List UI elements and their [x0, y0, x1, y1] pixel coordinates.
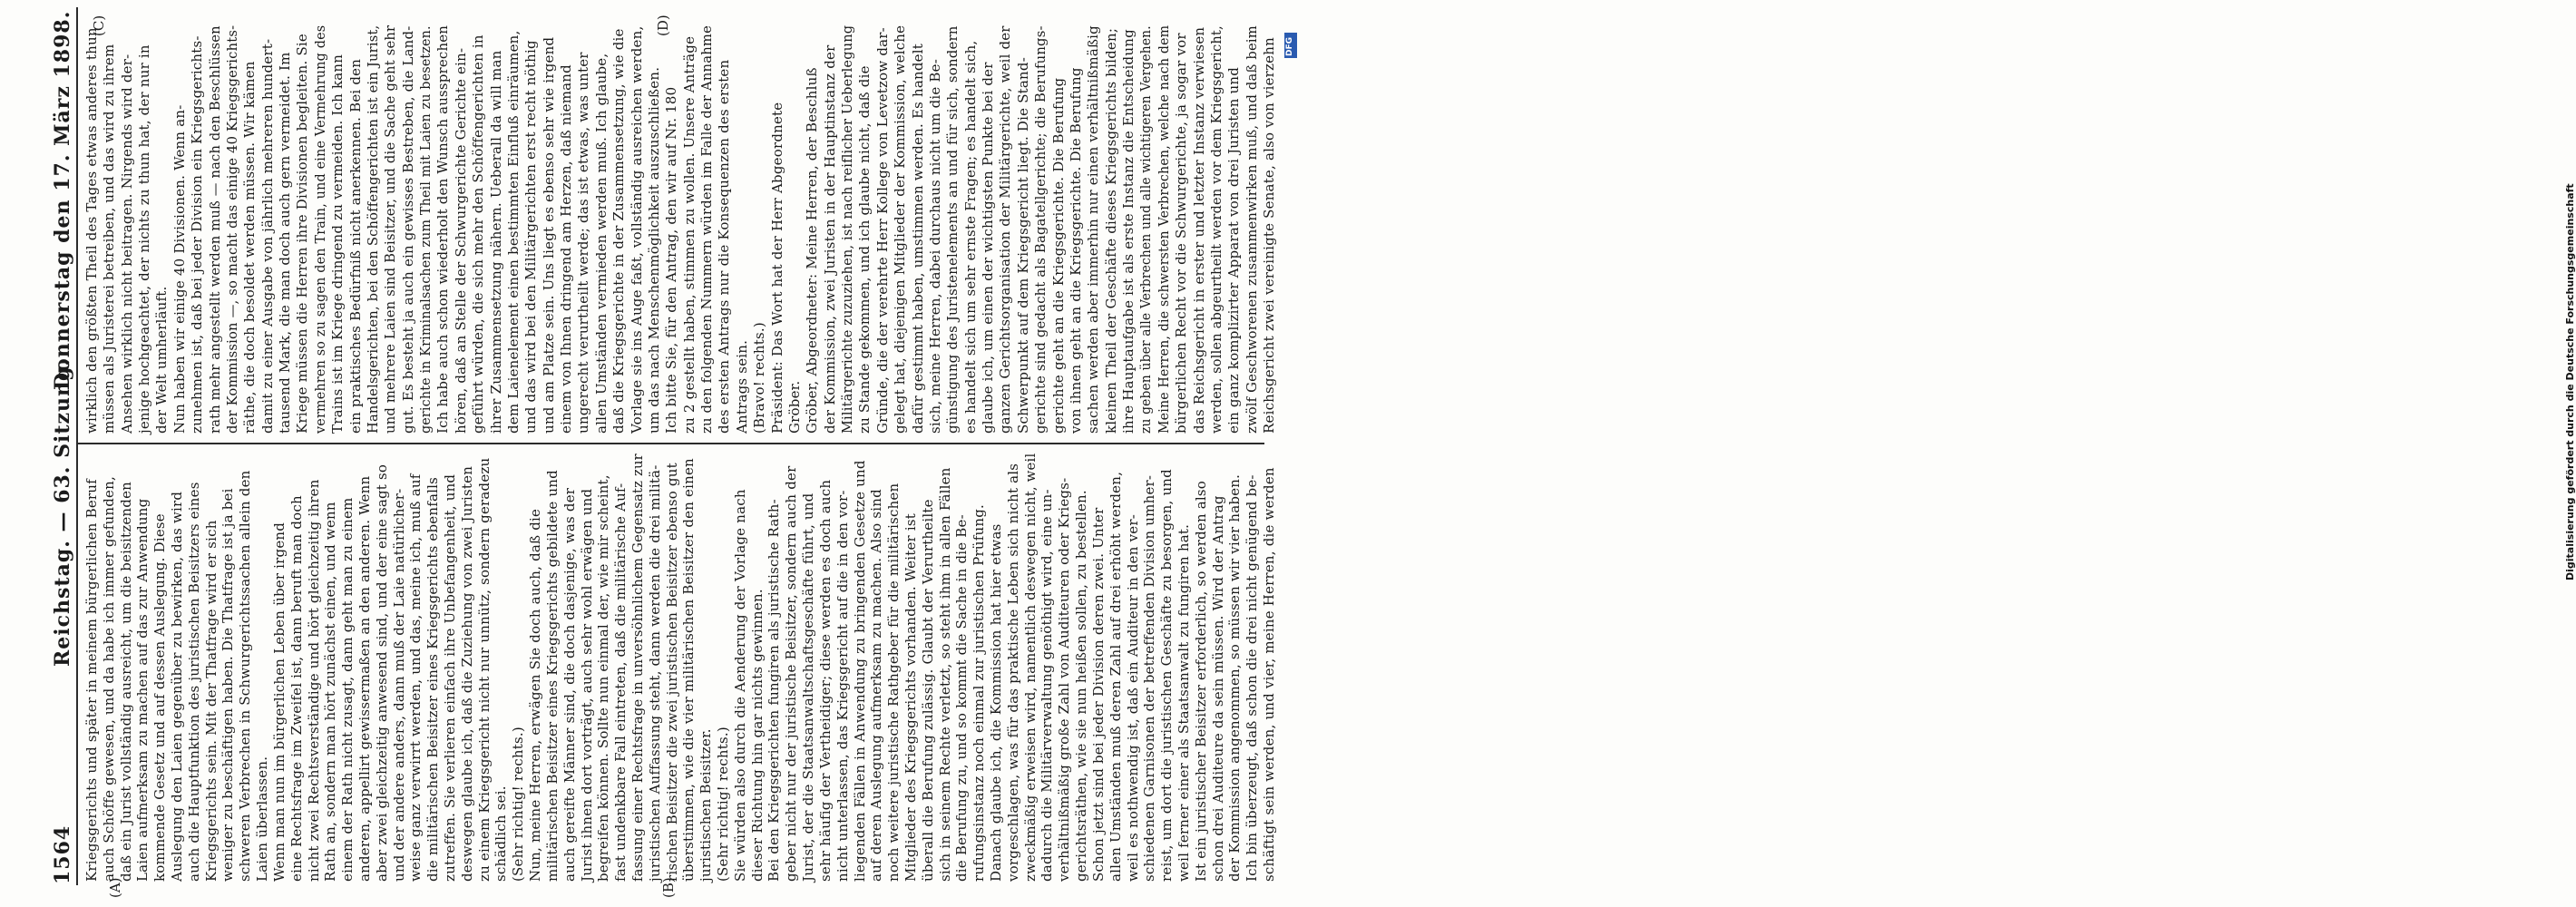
- marker-b: (B): [660, 877, 677, 898]
- text-line: Vorlage sie ins Auge faßt, vollständig ausreichen werden,: [628, 25, 645, 434]
- text-line: schädlich sei.: [493, 785, 510, 882]
- text-line: ein praktisches Bedürfniß nicht anerkennen. Bei den: [346, 58, 364, 434]
- text-line: kleinen Theil der Geschäfte dieses Kriegsgerichts bilden;: [1102, 27, 1119, 434]
- text-line: Ist ein juristischer Beisitzer erforderlich, so werden also: [1192, 480, 1209, 882]
- text-line: Jurist ihnen dort vorträgt, auch sehr wohl erwägen und: [578, 488, 595, 882]
- text-line: Kriegsgerichts und später in meinem bürgerlichen Beruf: [83, 479, 100, 882]
- text-line: einem von Ihnen dringend am Herzen, daß niemand: [558, 64, 575, 434]
- text-line: fast undenkbare Fall eintreten, daß die militärische Auf-: [612, 483, 629, 882]
- text-line: aber zwei gleichzeitig anwesend sind, und der eine sagt so: [373, 463, 390, 882]
- running-header-right: Donnerstag den 17. März 1898.: [51, 10, 74, 390]
- text-line: militärischen Beisitzer eines Kriegsgerichts gebildete und: [543, 470, 561, 882]
- text-line: gerichte geht an die Kriegsgerichte. Die Berufung: [1049, 77, 1067, 434]
- text-line: eine Rechtsfrage im Zweifel ist, dann beruft man doch: [288, 495, 305, 882]
- text-line: schäftigt sein werden, und vier, meine Herren, die werden: [1261, 467, 1277, 882]
- text-line: daß die Kriegsgerichte in der Zusammensetzung, wie die: [610, 28, 628, 434]
- text-line: Nun, meine Herren, erwägen Sie doch auch, daß die: [527, 508, 544, 882]
- text-line: dieser Richtung hin gar nichts gewinnen.: [748, 589, 766, 882]
- text-line: Gröber.: [785, 380, 803, 434]
- text-line: werden, sollen abgeurtheilt werden vor dem Kriegsgericht,: [1207, 25, 1225, 434]
- text-line: zweckmäßig erweisen wird, namentlich deswegen nicht, weil: [1021, 453, 1039, 882]
- text-line: gut. Es besteht ja auch ein gewisses Bestreben, die Land-: [399, 25, 416, 434]
- text-line: räthe, die doch besoldet werden müssen. Wir kämen: [241, 61, 259, 434]
- text-line: Kriegsgerichts sein. Mit der Thatfrage wird er sich: [202, 520, 220, 882]
- text-line: zu geben über alle Verbrechen und alle wichtigeren Vergehen.: [1137, 25, 1155, 434]
- text-line: dadurch die Militärverwaltung genöthigt wird, eine un-: [1039, 489, 1056, 882]
- text-line: zunehmen ist, daß bei jeder Division ein Kriegsgerichts-: [189, 35, 206, 434]
- text-line: Laien aufmerksam zu machen auf das zur Anwendung: [134, 498, 151, 882]
- text-line: ihrer Zusammensetzung nähern. Ueberall da will man: [487, 50, 504, 434]
- text-line: die Berufung zu, und so kommt die Sache in die Be-: [953, 514, 971, 882]
- text-line: und mehrere Laien sind Beisitzer, und die Sache geht sehr: [382, 24, 399, 434]
- text-line: ganzen Gerichtsorganisation der Militärgerichte, weil der: [997, 25, 1014, 434]
- text-line: rufungsinstanz noch einmal zur juristischen Prüfung.: [971, 504, 988, 882]
- text-line: Auslegung den Laien gegenüber zu bewirken, das wird: [169, 491, 186, 882]
- text-line: müssen als Juristerei betreiben, und das wird zu ihrem: [101, 44, 118, 434]
- text-line: sehr häufig der Vertheidiger; diese werden es doch auch: [816, 479, 834, 882]
- text-line: anderen, appellirt gewissermaßen an den anderen. Wenn: [356, 475, 373, 882]
- text-line: ein ganz komplizirter Apparat von drei Juristen und: [1225, 66, 1243, 434]
- text-line: damit zu einer Ausgabe von jährlich mehreren hundert-: [259, 38, 276, 434]
- text-line: Sie würden also durch die Aenderung der Vorlage nach: [731, 489, 748, 882]
- text-line: rischen Beisitzer die zwei juristischen Beisitzer ebenso gut: [663, 463, 680, 882]
- text-line: juristischen Beisitzer.: [698, 728, 715, 882]
- text-line: zwölf Geschworenen zusammenwirken muß, und daß beim: [1243, 25, 1260, 434]
- marker-c: (C): [91, 15, 107, 36]
- text-line: zutreffen. Sie verlieren einfach ihre Unbefangenheit, und: [442, 473, 459, 882]
- text-line: Ansehen wirklich nicht beitragen. Nirgends wird der-: [118, 54, 135, 434]
- text-line: gerichte sind gedacht als Bagatellgerichte; die Berufungs-: [1032, 25, 1049, 434]
- text-line: dafür gestimmt haben, umstimmen werden. Es handelt: [909, 44, 926, 434]
- text-line: weil es nothwendig ist, daß ein Auditeur in den ver-: [1124, 514, 1141, 882]
- digitization-credit: Digitalisierung gefördert durch die Deutsche Forschungsgemeinschaft: [2564, 183, 2576, 580]
- running-header-left: Reichstag. — 63. Sitzung.: [51, 357, 74, 667]
- text-line: Handelsgerichten, bei den Schöffengerichten ist ein Jurist,: [364, 24, 381, 434]
- text-line: auf deren Auslegung aufmerksam zu machen. Also sind: [868, 489, 885, 882]
- text-line: begreifen können. Sollte nun einmal der, wie mir scheint,: [595, 474, 612, 882]
- text-line: schiedenen Garnisonen der betreffenden Division umher-: [1141, 474, 1158, 882]
- text-line: Schwerpunkt auf dem Kriegsgericht liegt. Die Stand-: [1014, 57, 1031, 434]
- text-line: und am Platze sein. Uns liegt es ebenso sehr wie irgend: [540, 36, 557, 434]
- text-line: hören, daß an Stelle der Schwurgerichte Gerichte ein-: [452, 47, 469, 434]
- text-line: Mitglieder des Kriegsgerichts vorhanden. Weiter ist: [902, 512, 919, 882]
- dfg-logo: [1284, 33, 1297, 58]
- text-line: nicht unterlassen, das Kriegsgericht auf die in den vor-: [834, 490, 851, 882]
- marker-d: (D): [655, 15, 671, 36]
- text-line: von ihnen geht an die Kriegsgerichte. Die Berufung: [1067, 67, 1084, 434]
- text-line: um das nach Menschenmöglichkeit auszuschließen.: [645, 66, 662, 434]
- text-line: sich, meine Herren, dabei durchaus nicht um die Be-: [926, 58, 943, 434]
- text-line: dem Laienelement einen bestimmten Einfluß einräumen,: [504, 30, 522, 434]
- text-line: geber nicht nur der juristische Beisitzer, sondern auch der: [783, 465, 800, 882]
- text-line: überall die Berufung zulässig. Glaubt der Verurtheilte: [919, 499, 936, 882]
- text-line: juristischen Auffassung steht, dann werden die drei militä-: [646, 464, 663, 882]
- text-line: Kriege müssen die Herren ihre Divisionen begleiten. Sie: [294, 34, 311, 434]
- text-line: allen Umständen muß deren Zahl auf drei erhöht werden,: [1107, 471, 1124, 882]
- text-line: der Welt umherläuft.: [153, 286, 171, 434]
- text-line: des ersten Antrags nur die Konsequenzen des ersten: [716, 59, 733, 434]
- text-line: verhältnißmäßig große Zahl von Auditeuren oder Kriegs-: [1056, 477, 1073, 882]
- text-line: weil ferner einer als Staatsanwalt zu fungiren hat.: [1175, 523, 1192, 882]
- text-line: auch Schöffe gewesen, und da habe ich immer gefunden,: [100, 476, 117, 882]
- marker-a: (A): [107, 877, 123, 898]
- text-line: sich in seinem Rechte verletzt, so steht ihm in allen Fällen: [936, 467, 953, 882]
- text-line: sachen werden aber immerhin nur einen verhältnißmäßig: [1085, 25, 1102, 434]
- text-line: Laien überlassen.: [254, 756, 271, 882]
- text-line: glaube ich, um einen der wichtigsten Punkte bei der: [980, 62, 997, 434]
- text-line: Danach glaube ich, die Kommission hat hier etwas: [988, 523, 1004, 882]
- text-line: einem der Rath nicht zusagt, dann geht man zu einem: [339, 497, 356, 882]
- text-line: Präsident: Das Wort hat der Herr Abgeordnete: [768, 102, 785, 434]
- text-line: Gründe, die der verehrte Herr Kollege von Levetzow dar-: [873, 27, 891, 434]
- text-line: Ich habe auch schon wiederholt den Wunsch aussprechen: [434, 24, 452, 434]
- text-line: Rath an, sondern man hört zunächst einen, und wenn: [322, 502, 339, 882]
- text-line: und das wird bei den Militärgerichten erst recht nöthig: [522, 40, 540, 434]
- text-line: reist, um dort die juristischen Geschäfte zu besorgen, und: [1158, 469, 1176, 882]
- text-line: deswegen glaube ich, daß die Zuziehung von zwei Juristen: [458, 465, 475, 882]
- text-line: noch weitere juristische Rathgeber für die militärischen: [885, 483, 903, 882]
- text-line: der Kommission —, so macht das einige 40 Kriegsgerichts-: [223, 24, 240, 434]
- page-number: 1564: [51, 824, 74, 884]
- text-line: (Bravo! rechts.): [751, 322, 768, 434]
- text-line: überstimmen, wie die vier militärischen Beisitzer den einen: [680, 458, 698, 882]
- text-line: liegenden Fällen in Anwendung zu bringenden Gesetze und: [851, 460, 868, 882]
- text-line: jenige hochgeachtet, der nichts zu thun hat, der nur in: [136, 44, 153, 434]
- text-line: daß ein Jurist vollständig ausreicht, um die beisitzenden: [117, 481, 134, 882]
- digitization-sidebar: [1279, 0, 2576, 907]
- text-line: zu Stande gekommen, und ich glaube nicht, daß die: [856, 65, 873, 434]
- text-line: Gröber, Abgeordneter: Meine Herren, der Beschluß: [804, 67, 821, 434]
- text-line: gerichtsräthen, wie sie nun heißen sollen, zu bestellen.: [1073, 490, 1090, 882]
- text-line: Ich bin überzeugt, daß schon die drei nicht genügend be-: [1244, 474, 1261, 882]
- text-line: fassung einer Rechtsfrage in unversöhnlichem Gegensatz zur: [629, 454, 646, 882]
- text-line: ihre Hauptaufgabe ist als erste Instanz die Entscheidung: [1120, 29, 1137, 434]
- text-line: das Reichsgericht in erster und letzter Instanz verwiesen: [1190, 26, 1207, 434]
- text-line: Nun haben wir einige 40 Divisionen. Wenn an-: [171, 104, 188, 434]
- text-line: gerichte in Kriminalsachen zum Theil mit Laien zu besetzen.: [417, 25, 434, 434]
- text-line: günstigung des Juristenelements an und für sich, sondern: [944, 25, 961, 434]
- text-line: vorgeschlagen, was für das praktische Leben sich nicht als: [1004, 463, 1021, 882]
- text-line: geführt würden, die sich mehr den Schöffengerichten in: [470, 34, 487, 434]
- dfg-logo-text: DFG: [1285, 36, 1294, 56]
- text-line: der Kommission, zwei Juristen in der Hauptinstanz der: [821, 44, 838, 434]
- text-line: weise ganz verwirrt werden, und das, meine ich, muß auf: [407, 473, 424, 882]
- text-line: kommende Gesetz und auf dessen Auslegung. Diese: [151, 513, 169, 882]
- text-line: Wenn man nun im bürgerlichen Leben über irgend: [270, 522, 288, 882]
- text-line: vermehren so zu sagen den Train, und eine Vermehrung des: [311, 24, 328, 434]
- text-line: auch gereifte Männer sind, die doch dasjenige, was der: [561, 487, 578, 882]
- text-line: weniger zu beschäftigen haben. Die Thatfrage ist ja bei: [220, 488, 237, 882]
- text-line: schweren Verbrechen in Schwurgerichtssachen allein den: [237, 470, 254, 882]
- text-line: schon drei Auditeure da sein müssen. Wird der Antrag: [1209, 495, 1226, 882]
- text-line: (Sehr richtig! rechts.): [715, 727, 732, 882]
- text-line: gelegt hat, diejenigen Mitglieder der Kommission, welche: [892, 24, 909, 434]
- text-line: Bei den Kriegsgerichten fungiren als juristische Rath-: [766, 499, 783, 882]
- text-line: tausend Mark, die man doch auch gern vermeidet. Im: [277, 52, 294, 434]
- text-line: Schon jetzt sind bei jeder Division deren zwei. Unter: [1089, 507, 1107, 882]
- text-line: rath mehr angestellt werden muß — nach den Beschlüssen: [206, 25, 223, 434]
- text-line: wirklich den größten Theil des Tages etwas anderes thun: [83, 27, 100, 434]
- text-line: bürgerlichen Recht vor die Schwurgerichte, ja sogar vor: [1173, 33, 1190, 434]
- text-line: Reichsgericht zwei vereinigte Senate, also von vierzehn: [1261, 37, 1277, 434]
- text-line: zu den folgenden Nummern würden im Falle der Annahme: [698, 25, 716, 434]
- text-line: zu 2 gestellt haben, stimmen zu wollen. Unsere Anträge: [680, 35, 698, 434]
- text-line: der Kommission angenommen, so müssen wir vier haben.: [1226, 473, 1244, 882]
- text-line: Trains ist im Kriege dringend zu vermeiden. Ich kann: [329, 54, 346, 434]
- text-line: Militärgerichte zuzuziehen, ist nach reiflicher Ueberlegung: [839, 24, 856, 434]
- text-line: nicht zwei Rechtsverständige und hört gleichzeitig ihren: [305, 479, 322, 882]
- text-line: die militärischen Beisitzer eines Kriegsgerichts ebenfalls: [424, 476, 442, 882]
- text-line: Antrags sein.: [733, 339, 750, 434]
- text-line: allen Umständen vermieden werden muß. Ich glaube,: [592, 53, 610, 434]
- text-line: es handelt sich um sehr ernste Fragen; es handelt sich,: [961, 40, 979, 434]
- text-line: Jurist, der die Staatsanwaltschaftsgeschäfte führt, und: [800, 493, 817, 882]
- text-line: Ich bitte Sie, für den Antrag, den wir auf Nr. 180: [663, 86, 680, 434]
- text-line: Meine Herren, die schwersten Verbrechen, welche nach dem: [1155, 24, 1172, 434]
- text-line: (Sehr richtig! rechts.): [510, 727, 527, 882]
- text-line: und der andere anders, dann muß der Laie natürlicher-: [390, 488, 407, 882]
- text-line: ungerecht verurtheilt werde; das ist etwas, was unter: [575, 52, 592, 434]
- text-line: auch die Hauptfunktion des juristischen Beisitzers eines: [185, 482, 202, 882]
- text-line: zu einem Kriegsgericht nicht nur unnütz, sondern geradezu: [475, 457, 493, 882]
